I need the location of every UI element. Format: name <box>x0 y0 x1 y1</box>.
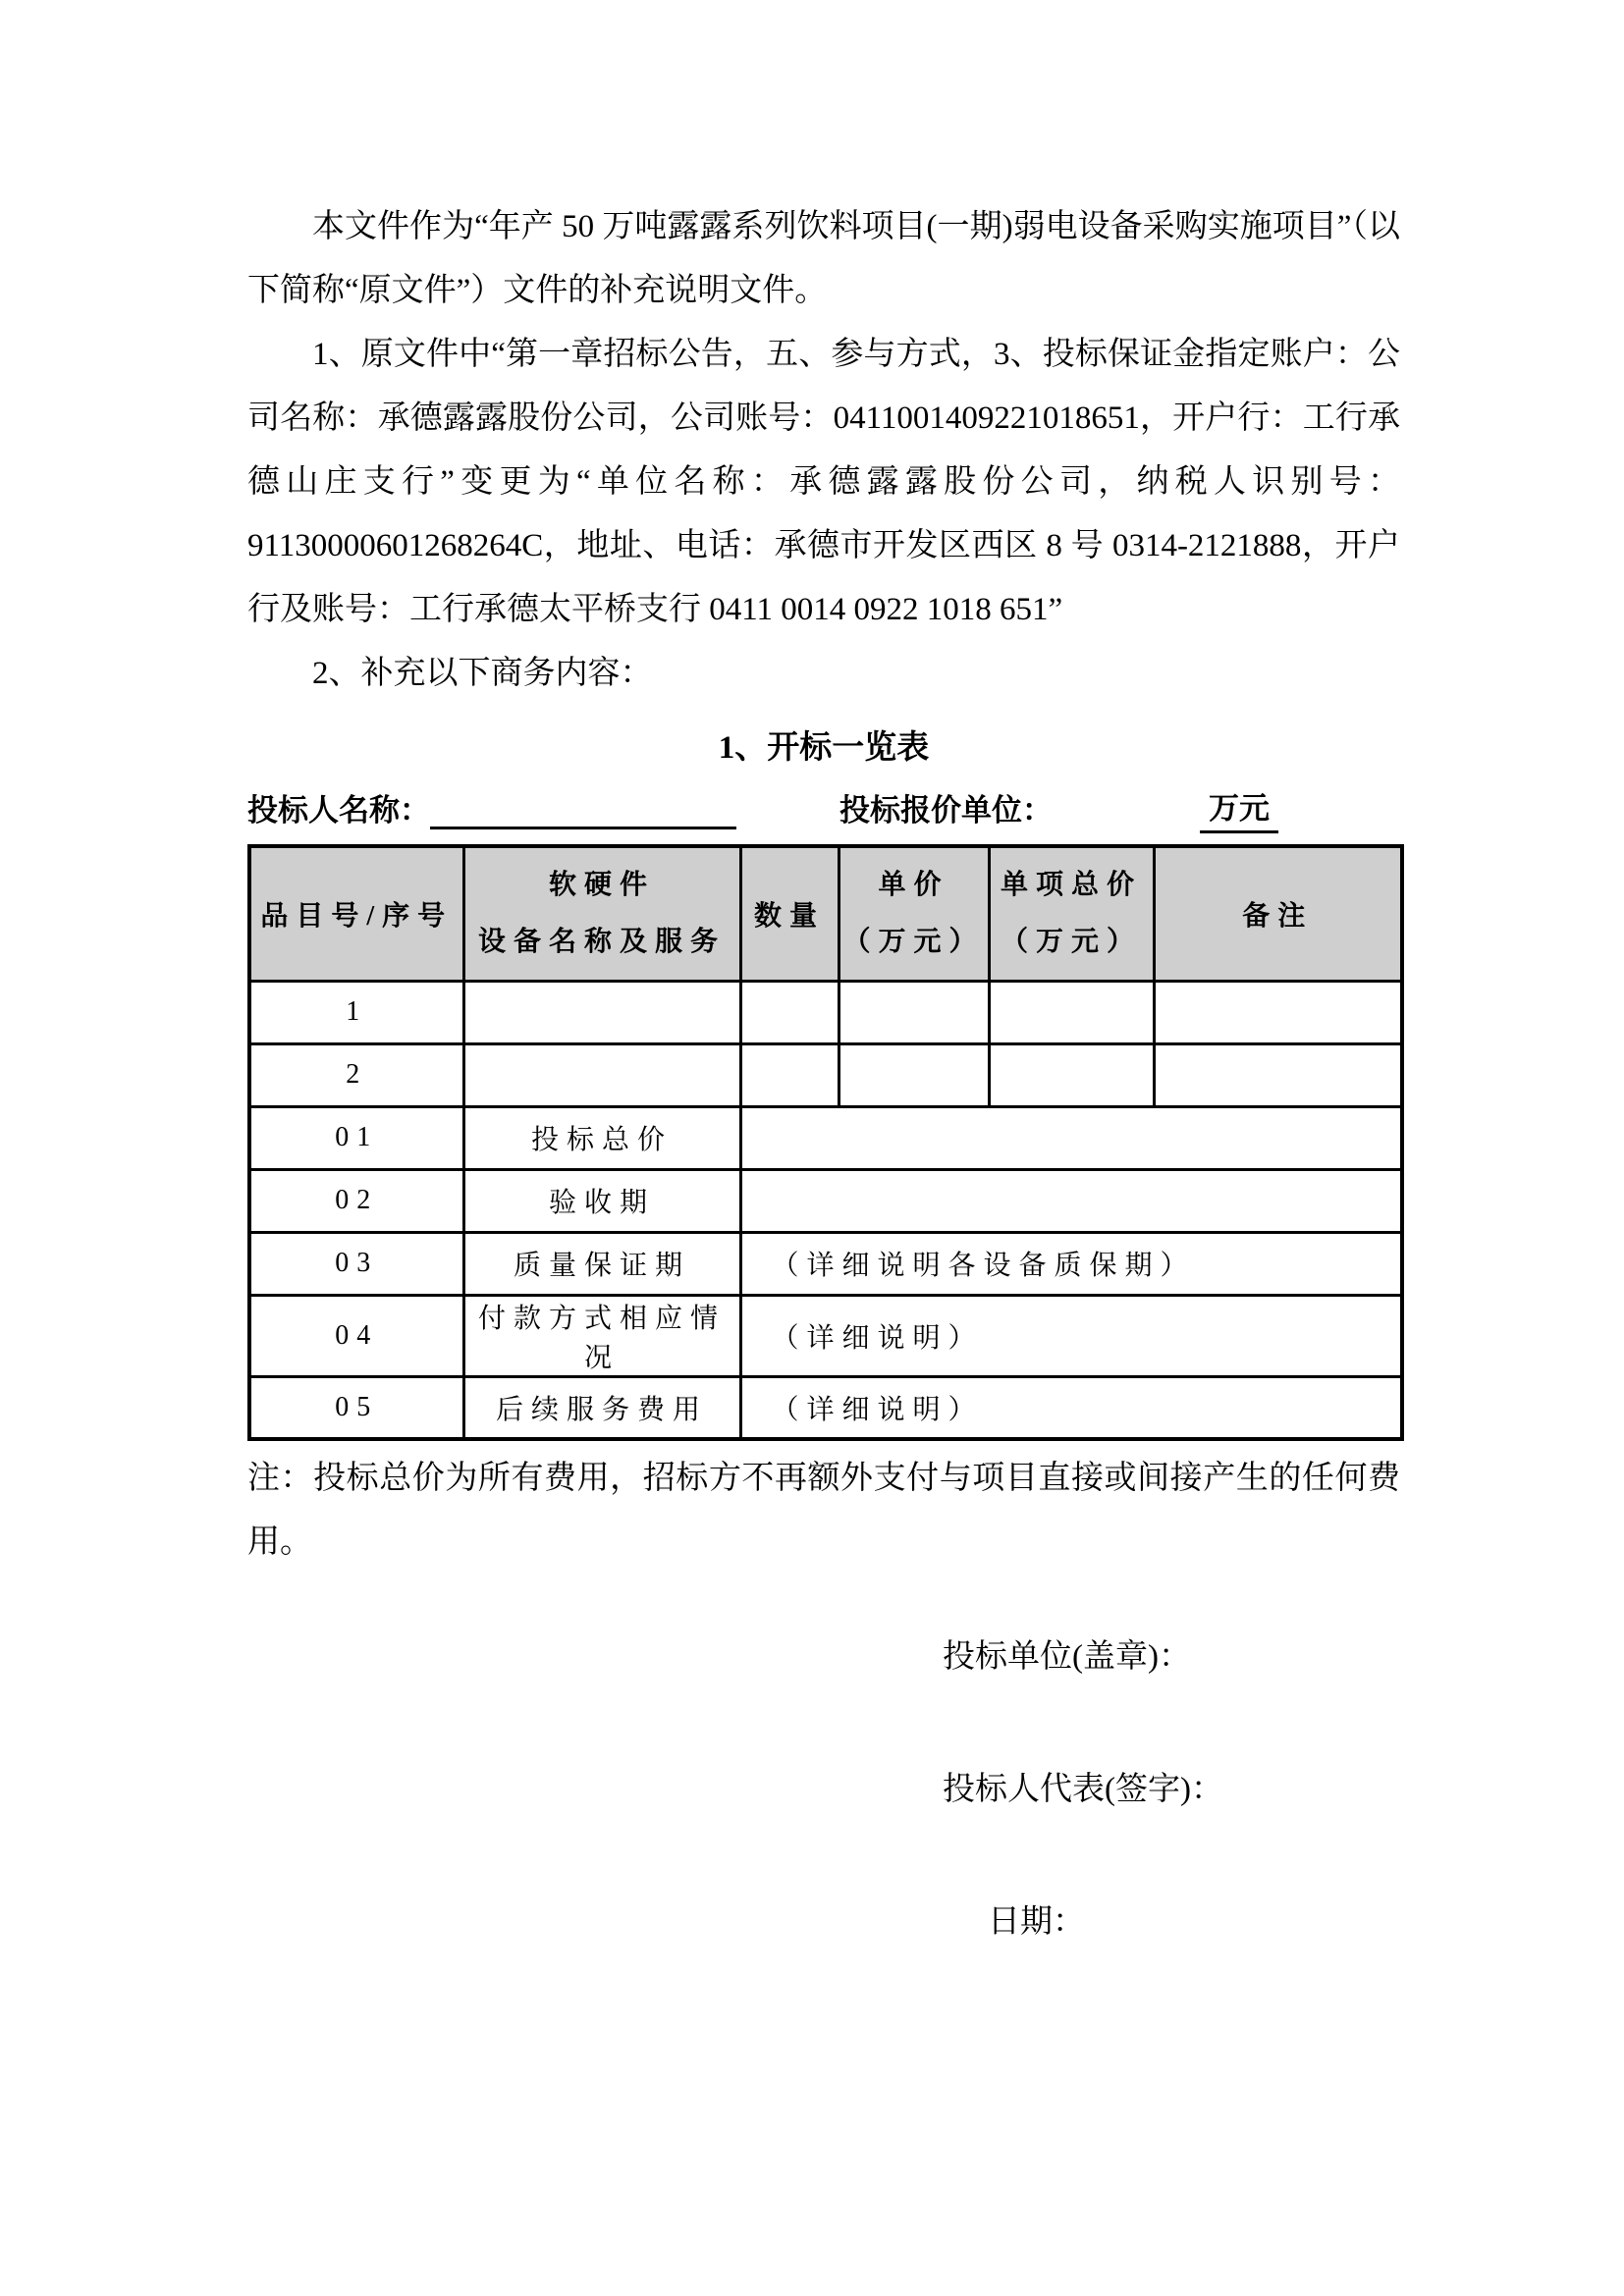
unit-price-cell-empty <box>839 1043 989 1106</box>
signature-block <box>943 1626 1400 1954</box>
paragraph-intro: 本文件作为“年产 50 万吨露露系列饮料项目(一期)弱电设备采购实施项目”（以下简称“原文件”）文件的补充说明文件。 <box>247 209 1400 308</box>
bidder-name-label: 投标人名称： <box>247 793 430 828</box>
summary-label-cell: 验收期 <box>463 1169 740 1232</box>
bid-opening-table <box>247 844 1404 1441</box>
summary-label-cell: 投标总价 <box>463 1106 740 1169</box>
col-header-quantity: 数量 <box>740 846 839 981</box>
subtotal-cell-empty <box>989 981 1154 1043</box>
paragraph-supplement: 2、补充以下商务内容： <box>312 656 653 691</box>
table-row-summary-01 <box>249 1106 1402 1169</box>
table-row-summary-05 <box>249 1376 1402 1439</box>
remark-cell-empty <box>1154 981 1402 1043</box>
col-header-subtotal-line2: （万元） <box>1000 926 1142 957</box>
table-header-row <box>249 846 1402 981</box>
summary-label-cell: 付款方式相应情况 <box>463 1295 740 1376</box>
quantity-cell-empty <box>740 981 839 1043</box>
equipment-cell-empty <box>463 1043 740 1106</box>
item-no-cell: 2 <box>249 1043 463 1106</box>
summary-label-cell: 质量保证期 <box>463 1232 740 1295</box>
summary-no-cell: 05 <box>249 1376 463 1439</box>
table-row-item-2 <box>249 1043 1402 1106</box>
table-row-summary-02 <box>249 1169 1402 1232</box>
bid-info-row <box>247 782 1400 839</box>
summary-detail-cell: （详细说明） <box>740 1376 1402 1439</box>
col-header-unit-price <box>839 846 989 981</box>
subtotal-cell-empty <box>989 1043 1154 1106</box>
signature-date-line: 日期： <box>988 1904 1085 1940</box>
col-header-remark: 备注 <box>1154 846 1402 981</box>
table-row-item-1 <box>249 981 1402 1043</box>
signature-representative-line: 投标人代表(签字)： <box>943 1772 1223 1807</box>
summary-no-cell: 01 <box>249 1106 463 1169</box>
summary-label-cell: 后续服务费用 <box>463 1376 740 1439</box>
col-header-unit-price-line1: 单价 <box>878 869 949 900</box>
item-no-cell: 1 <box>249 981 463 1043</box>
table-header <box>249 846 1402 981</box>
col-header-item-no: 品目号/序号 <box>249 846 463 981</box>
table-row-summary-03 <box>249 1232 1402 1295</box>
document-content <box>247 0 1400 1954</box>
equipment-cell-empty <box>463 981 740 1043</box>
remark-cell-empty <box>1154 1043 1402 1106</box>
unit-price-cell-empty <box>839 981 989 1043</box>
signature-company-line: 投标单位(盖章)： <box>943 1639 1191 1675</box>
col-header-equipment <box>463 846 740 981</box>
col-header-subtotal-line1: 单项总价 <box>1000 869 1142 900</box>
summary-no-cell: 03 <box>249 1232 463 1295</box>
summary-detail-cell: （详细说明各设备质保期） <box>740 1232 1402 1295</box>
col-header-subtotal <box>989 846 1154 981</box>
paragraph-amendment: 1、原文件中“第一章招标公告，五、参与方式，3、投标保证金指定账户：公司名称：承德露露股份公司，公司账号：0411001409221018651，开户行：工行承德山庄支行”变更为“单位名称：承德露露股份公司，纳税人识别号：91130000601268264C，地址、电话：承德市开发区西区 8 号 0314-2121888，开户行及账号：工行承德太平桥支行 0411 0014 0922 1018 651” <box>247 337 1400 627</box>
table-body <box>249 981 1402 1439</box>
col-header-unit-price-line2: （万元） <box>842 926 985 957</box>
summary-no-cell: 02 <box>249 1169 463 1232</box>
summary-no-cell: 04 <box>249 1295 463 1376</box>
table-row-summary-04 <box>249 1295 1402 1376</box>
summary-detail-cell: （详细说明） <box>740 1295 1402 1376</box>
note-paragraph: 注：投标总价为所有费用，招标方不再额外支付与项目直接或间接产生的任何费用。 <box>247 1461 1400 1560</box>
price-unit-label: 投标报价单位： <box>839 793 1053 828</box>
bidder-name-blank-field <box>430 827 736 829</box>
summary-detail-cell <box>740 1106 1402 1169</box>
col-header-equipment-line1: 软硬件 <box>548 869 655 900</box>
price-unit-value: 万元 <box>1200 787 1278 833</box>
section-title: 1、开标一览表 <box>718 730 930 766</box>
quantity-cell-empty <box>740 1043 839 1106</box>
summary-detail-cell <box>740 1169 1402 1232</box>
col-header-equipment-line2: 设备名称及服务 <box>477 926 726 957</box>
